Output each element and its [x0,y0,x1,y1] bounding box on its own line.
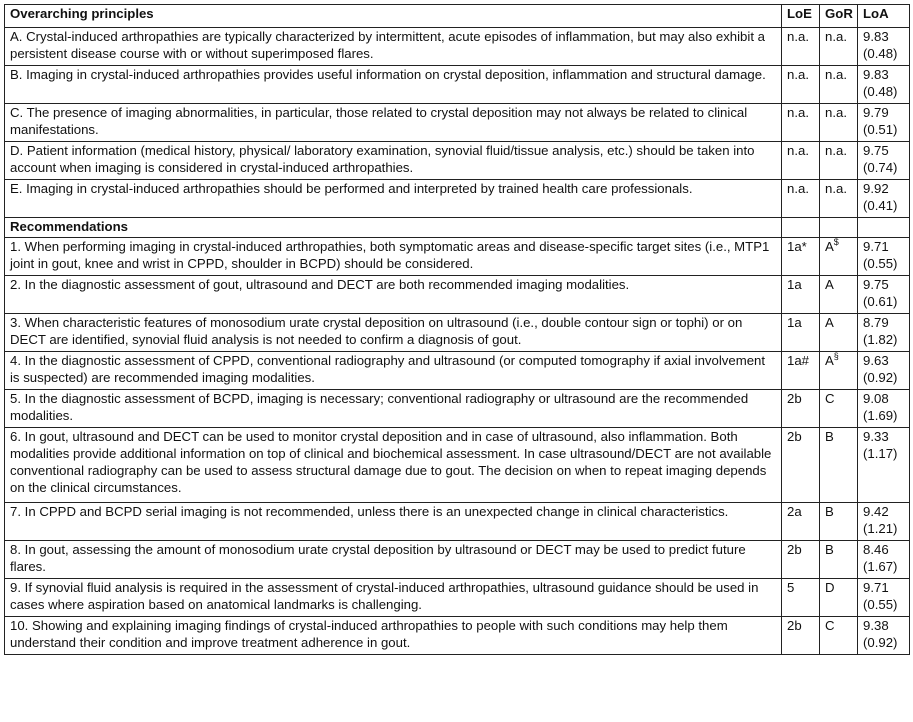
loe-cell: 1a [782,276,820,314]
loa-value: 9.83 [863,29,889,44]
table-row [5,352,910,390]
gor-cell [820,276,858,314]
loe-cell: n.a. [782,142,820,180]
loa-sd: (0.92) [863,635,898,650]
principle-text: A. Crystal-induced arthropathies are typically characterized by intermittent, acute episodes of inflammation, but may also exhibit a persistent disease course with or without superimposed flares. [5,28,782,66]
loa-sd: (0.74) [863,160,898,175]
loa-cell [858,238,910,276]
loa-value: 8.46 [863,542,889,557]
gor-value: B [825,542,834,557]
section-title: Recommendations [5,218,782,238]
loa-cell [858,503,910,541]
gor-cell [820,238,858,276]
loa-cell [858,579,910,617]
loa-sd: (0.55) [863,597,898,612]
loa-value: 9.33 [863,429,889,444]
loe-cell: 2b [782,541,820,579]
header-gor: GoR [820,5,858,28]
gor-value: C [825,618,835,633]
header-principles: Overarching principles [5,5,782,28]
loa-value: 8.79 [863,315,889,330]
table-row [5,428,910,503]
loa-sd: (1.21) [863,521,898,536]
principle-text: D. Patient information (medical history, physical/ laboratory examination, synovial fluid/tissue analysis, etc.) should be taken into account when imaging is considered in crystal-induced arthropathies. [5,142,782,180]
gor-cell [820,314,858,352]
loa-value: 9.08 [863,391,889,406]
loa-value: 9.42 [863,504,889,519]
loa-sd: (0.41) [863,198,898,213]
gor-value: B [825,504,834,519]
loa-sd: (1.69) [863,408,898,423]
loa-cell [858,142,910,180]
gor-cell [820,579,858,617]
gor-cell: n.a. [820,142,858,180]
table-row [5,579,910,617]
table-row [5,276,910,314]
loa-sd: (0.92) [863,370,898,385]
loe-cell: 1a [782,314,820,352]
gor-cell [820,428,858,503]
loe-cell: 1a* [782,238,820,276]
gor-cell: n.a. [820,28,858,66]
table-row [5,390,910,428]
principle-text: B. Imaging in crystal-induced arthropathies provides useful information on crystal deposition, inflammation and structural damage. [5,66,782,104]
header-row [5,5,910,28]
table-row [5,541,910,579]
loa-value: 9.75 [863,143,889,158]
loe-cell: n.a. [782,180,820,218]
gor-cell [820,503,858,541]
recommendation-text: 7. In CPPD and BCPD serial imaging is not recommended, unless there is an unexpected change in clinical characteristics. [5,503,782,541]
gor-cell [820,352,858,390]
loa-sd: (0.55) [863,256,898,271]
recommendation-text: 3. When characteristic features of monosodium urate crystal deposition on ultrasound (i.e., double contour sign or tophi) or on DECT are identified, synovial fluid analysis is not needed to confirm a diagnosis of gout. [5,314,782,352]
loa-value: 9.63 [863,353,889,368]
loa-value: 9.79 [863,105,889,120]
loe-cell: 1a# [782,352,820,390]
gor-cell: n.a. [820,180,858,218]
loa-sd: (0.61) [863,294,898,309]
principle-text: E. Imaging in crystal-induced arthropathies should be performed and interpreted by trained health care professionals. [5,180,782,218]
gor-footnote-mark: § [833,350,839,361]
loa-sd: (1.17) [863,446,898,461]
recommendation-text: 2. In the diagnostic assessment of gout, ultrasound and DECT are both recommended imaging modalities. [5,276,782,314]
empty-cell [820,218,858,238]
loe-cell: 2b [782,617,820,655]
recommendation-text: 1. When performing imaging in crystal-induced arthropathies, both symptomatic areas and disease-specific target sites (i.e., MTP1 joint in gout, knee and wrist in CPPD, shoulder in BCPD) should be considered. [5,238,782,276]
loe-cell: n.a. [782,104,820,142]
loa-cell [858,541,910,579]
loa-sd: (0.51) [863,122,898,137]
gor-value: B [825,429,834,444]
table-row [5,180,910,218]
recommendation-text: 9. If synovial fluid analysis is required in the assessment of crystal-induced arthropathies, ultrasound guidance should be used in cases where aspiration based on anatomical landmarks is challenging. [5,579,782,617]
header-loe: LoE [782,5,820,28]
loe-cell: 2b [782,428,820,503]
loe-cell: 2b [782,390,820,428]
table-row [5,104,910,142]
loe-cell: 5 [782,579,820,617]
empty-cell [782,218,820,238]
gor-cell: n.a. [820,66,858,104]
loa-sd: (0.48) [863,84,898,99]
table-row [5,503,910,541]
loa-cell [858,104,910,142]
gor-value: D [825,580,835,595]
table-row [5,28,910,66]
loa-cell [858,66,910,104]
loe-cell: n.a. [782,66,820,104]
table-row [5,238,910,276]
table-row [5,314,910,352]
loa-sd: (1.67) [863,559,898,574]
gor-value: A [825,353,834,368]
gor-cell [820,390,858,428]
loa-cell [858,276,910,314]
loa-cell [858,180,910,218]
loe-cell: n.a. [782,28,820,66]
gor-value: A [825,277,834,292]
recommendation-text: 6. In gout, ultrasound and DECT can be used to monitor crystal deposition and in case of ultrasound, also inflammation. Both modalities provide additional information on top of clinical and biochemical assessment. In case ultrasound/DECT are not available conventional radiography can be used to assess structural damage due to gout. The decision on when to repeat imaging depends on the clinical circumstances. [5,428,782,503]
gor-value: C [825,391,835,406]
loa-value: 9.71 [863,580,889,595]
table-row [5,142,910,180]
table-row [5,66,910,104]
header-loa: LoA [858,5,910,28]
loa-value: 9.92 [863,181,889,196]
recommendation-text: 5. In the diagnostic assessment of BCPD, imaging is necessary; conventional radiography or ultrasound are the recommended modalities. [5,390,782,428]
loa-cell [858,28,910,66]
gor-cell [820,617,858,655]
loa-value: 9.75 [863,277,889,292]
loa-cell [858,617,910,655]
gor-value: A [825,239,834,254]
loa-value: 9.83 [863,67,889,82]
recommendation-text: 10. Showing and explaining imaging findings of crystal-induced arthropathies to people with such conditions may help them understand their condition and improve treatment adherence in gout. [5,617,782,655]
loa-value: 9.71 [863,239,889,254]
empty-cell [858,218,910,238]
loa-cell [858,390,910,428]
loe-cell: 2a [782,503,820,541]
gor-cell: n.a. [820,104,858,142]
table-row [5,617,910,655]
section-row [5,218,910,238]
principle-text: C. The presence of imaging abnormalities, in particular, those related to crystal deposition may not always be related to clinical manifestations. [5,104,782,142]
loa-cell [858,352,910,390]
gor-cell [820,541,858,579]
recommendation-text: 8. In gout, assessing the amount of monosodium urate crystal deposition by ultrasound or DECT may be used to predict future flares. [5,541,782,579]
loa-cell [858,314,910,352]
recommendation-text: 4. In the diagnostic assessment of CPPD, conventional radiography and ultrasound (or computed tomography if axial involvement is suspected) are recommended imaging modalities. [5,352,782,390]
loa-cell [858,428,910,503]
gor-value: A [825,315,834,330]
loa-sd: (0.48) [863,46,898,61]
recommendations-table [4,4,910,655]
loa-value: 9.38 [863,618,889,633]
gor-footnote-mark: $ [833,236,839,247]
loa-sd: (1.82) [863,332,898,347]
